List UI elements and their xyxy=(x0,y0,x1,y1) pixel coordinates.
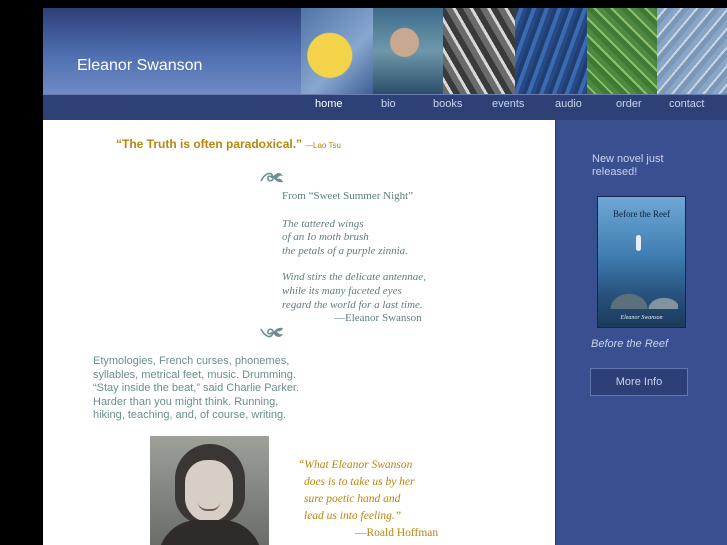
floral-ornament-icon xyxy=(259,169,285,185)
bio-line: hiking, teaching, and, of course, writing. xyxy=(93,409,287,422)
main-nav xyxy=(43,94,727,121)
banner-image-feather xyxy=(657,8,727,94)
banner-image-water xyxy=(515,8,587,94)
testimonial-author: —Roald Hoffman xyxy=(355,527,439,539)
site-title: Eleanor Swanson xyxy=(77,57,203,74)
nav-audio[interactable]: audio xyxy=(555,98,582,110)
epigraph-attribution: —Lao Tsu xyxy=(305,141,341,150)
book-title-caption: Before the Reef xyxy=(591,338,669,350)
page-frame xyxy=(43,8,727,545)
bio-line: “Stay inside the beat,” said Charlie Parker. xyxy=(93,382,300,395)
poem-line: while its many faceted eyes xyxy=(282,284,402,297)
new-release-text: New novel just released! xyxy=(592,153,664,178)
bio-line: Etymologies, French curses, phonemes, xyxy=(93,355,290,367)
nav-home[interactable]: home xyxy=(315,98,343,110)
book-cover[interactable] xyxy=(597,196,686,328)
sidebar xyxy=(555,120,727,545)
nav-contact[interactable]: contact xyxy=(669,98,705,110)
poem-line: Wind stirs the delicate antennae, xyxy=(282,271,426,284)
nav-bio[interactable]: bio xyxy=(381,98,396,110)
nav-events[interactable]: events xyxy=(492,98,525,110)
header-banner xyxy=(43,8,727,94)
testimonial-line: lead us into feeling.” xyxy=(304,510,402,522)
poem-line: the petals of a purple zinnia. xyxy=(282,244,408,257)
bio-line: Harder than you might think. Running, xyxy=(93,395,279,408)
epigraph-text: “The Truth is often paradoxical.” xyxy=(116,137,303,151)
testimonial-line: “What Eleanor Swanson xyxy=(298,459,413,471)
epigraph xyxy=(116,137,341,151)
book-cover-title: Before the Reef xyxy=(613,209,670,219)
poem-source: From “Sweet Summer Night” xyxy=(282,190,414,202)
banner-image-butterfly xyxy=(301,8,373,94)
floral-ornament-icon xyxy=(259,325,285,341)
testimonial-line: sure poetic hand and xyxy=(304,493,401,505)
testimonial-line: does is to take us by her xyxy=(304,476,415,488)
main-content xyxy=(43,120,555,545)
author-photo xyxy=(150,436,269,545)
poem-line: of an Io moth brush xyxy=(282,231,369,244)
banner-image-rock xyxy=(443,8,515,94)
bio-line: syllables, metrical feet, music. Drumming. xyxy=(93,368,296,381)
reef-shape xyxy=(608,269,678,309)
nav-books[interactable]: books xyxy=(433,98,463,110)
nav-order[interactable]: order xyxy=(616,98,642,110)
poem-line: The tattered wings xyxy=(282,217,364,230)
poem-byline: —Eleanor Swanson xyxy=(334,312,422,325)
banner-image-portrait xyxy=(373,8,443,94)
more-info-button[interactable]: More Info xyxy=(590,368,688,396)
bio-blurb xyxy=(93,355,353,423)
poem-line: regard the world for a last time. xyxy=(282,298,423,311)
diver-figure xyxy=(636,235,641,251)
book-cover-author: Eleanor Swanson xyxy=(620,315,663,321)
testimonial xyxy=(298,457,438,542)
poem-excerpt xyxy=(282,190,426,326)
banner-image-leaf xyxy=(587,8,657,94)
